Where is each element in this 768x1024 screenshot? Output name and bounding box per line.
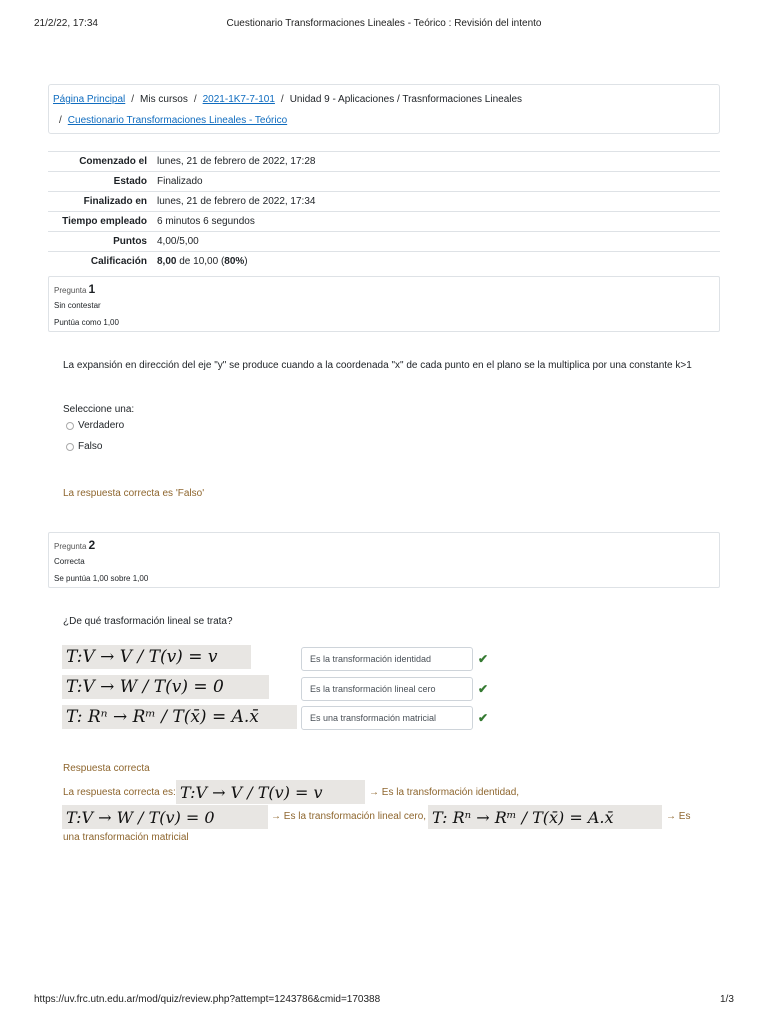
breadcrumb-home-link[interactable]: Página Principal — [53, 94, 126, 105]
summary-label: Comenzado el — [79, 156, 147, 167]
summary-row — [48, 152, 720, 172]
option-label: Verdadero — [78, 420, 125, 431]
feedback-matrix-text-cont: una transformación matricial — [63, 832, 189, 843]
breadcrumb-separator: / — [280, 94, 284, 105]
option-falso[interactable] — [66, 441, 102, 452]
formula-matrix: T: Rⁿ → Rᵐ / T(x̄) = A.x̄ — [62, 705, 297, 729]
summary-value: Finalizado — [157, 176, 203, 187]
feedback-formula-identity: T:V → V / T(v) = v — [176, 780, 365, 804]
answer-select-3[interactable]: Es una transformación matricial — [301, 706, 473, 730]
option-label: Falso — [78, 441, 103, 452]
grade-percent: 80% — [224, 256, 245, 267]
print-datetime: 21/2/22, 17:34 — [34, 18, 98, 29]
print-url: https://uv.frc.utn.edu.ar/mod/quiz/review.php?attempt=1243786&cmid=170388 — [34, 994, 381, 1005]
breadcrumb-quiz-link[interactable]: Cuestionario Transformaciones Lineales - Teórico — [67, 115, 288, 126]
grade-value: 8,00 — [157, 256, 177, 267]
question-1-info — [48, 276, 720, 332]
question-number-value: 2 — [88, 538, 96, 552]
summary-label: Estado — [113, 176, 147, 187]
radio-icon[interactable] — [66, 422, 74, 430]
question-state: Correcta — [54, 557, 85, 566]
question-label: Pregunta — [54, 286, 87, 295]
summary-label: Finalizado en — [83, 196, 147, 207]
question-2-info — [48, 532, 720, 588]
summary-row-grade — [48, 252, 720, 272]
summary-value: lunes, 21 de febrero de 2022, 17:34 — [157, 196, 316, 207]
summary-value: lunes, 21 de febrero de 2022, 17:28 — [157, 156, 316, 167]
print-title: Cuestionario Transformaciones Lineales - Teórico : Revisión del intento — [226, 18, 542, 29]
question-grade: Se puntúa 1,00 sobre 1,00 — [54, 574, 149, 583]
summary-row — [48, 212, 720, 232]
summary-row — [48, 232, 720, 252]
feedback-formula-zero: T:V → W / T(v) = 0 — [62, 805, 268, 829]
breadcrumb-separator: / — [193, 94, 197, 105]
check-icon: ✔ — [478, 682, 489, 696]
formula-zero: T:V → W / T(v) = 0 — [62, 675, 269, 699]
check-icon: ✔ — [478, 652, 489, 666]
summary-label: Calificación — [90, 256, 147, 267]
feedback-matrix-text: → Es — [666, 811, 691, 822]
breadcrumb-course-link[interactable]: 2021-1K7-7-101 — [202, 94, 275, 105]
feedback-zero-text: → Es la transformación lineal cero, — [271, 811, 427, 822]
question-number-value: 1 — [88, 282, 96, 296]
check-icon: ✔ — [478, 711, 489, 725]
question-1-text: La expansión en dirección del eje "y" se produce cuando a la coordenada "x" de cada punto en el plano se la multiplica por una constante k>1 — [63, 360, 692, 371]
breadcrumb-separator: / — [59, 115, 62, 126]
summary-row — [48, 192, 720, 212]
question-number — [54, 282, 95, 296]
print-page-number: 1/3 — [720, 994, 734, 1005]
summary-label: Puntos — [113, 236, 147, 247]
breadcrumb-separator: / — [131, 94, 135, 105]
breadcrumb-unit: Unidad 9 - Aplicaciones / Trasnformaciones Lineales — [289, 94, 523, 105]
radio-icon[interactable] — [66, 443, 74, 451]
question-number — [54, 538, 95, 552]
breadcrumb-my-courses: Mis cursos — [140, 94, 188, 105]
grade-of: de 10,00 ( — [176, 256, 225, 267]
summary-row — [48, 172, 720, 192]
summary-grade — [157, 252, 720, 272]
question-label: Pregunta — [54, 542, 87, 551]
feedback-identity-text: → Es la transformación identidad, — [369, 787, 520, 798]
option-verdadero[interactable] — [66, 420, 124, 431]
summary-value: 4,00/5,00 — [157, 236, 199, 247]
question-1-feedback: La respuesta correcta es 'Falso' — [63, 488, 205, 499]
feedback-formula-matrix: T: Rⁿ → Rᵐ / T(x̄) = A.x̄ — [428, 805, 662, 829]
question-2-text: ¿De qué trasformación lineal se trata? — [63, 616, 233, 627]
formula-identity: T:V → V / T(v) = v — [62, 645, 251, 669]
question-grade: Puntúa como 1,00 — [54, 318, 119, 327]
question-2-feedback-title: Respuesta correcta — [63, 763, 150, 774]
question-state: Sin contestar — [54, 301, 101, 310]
summary-label: Tiempo empleado — [62, 216, 147, 227]
question-1-prompt: Seleccione una: — [63, 404, 135, 415]
attempt-summary-table — [48, 151, 720, 271]
grade-close: ) — [244, 256, 248, 267]
feedback-intro: La respuesta correcta es: — [63, 787, 176, 798]
summary-value: 6 minutos 6 segundos — [157, 216, 255, 227]
answer-select-2[interactable]: Es la transformación lineal cero — [301, 677, 473, 701]
breadcrumb — [48, 84, 720, 134]
answer-select-1[interactable]: Es la transformación identidad — [301, 647, 473, 671]
